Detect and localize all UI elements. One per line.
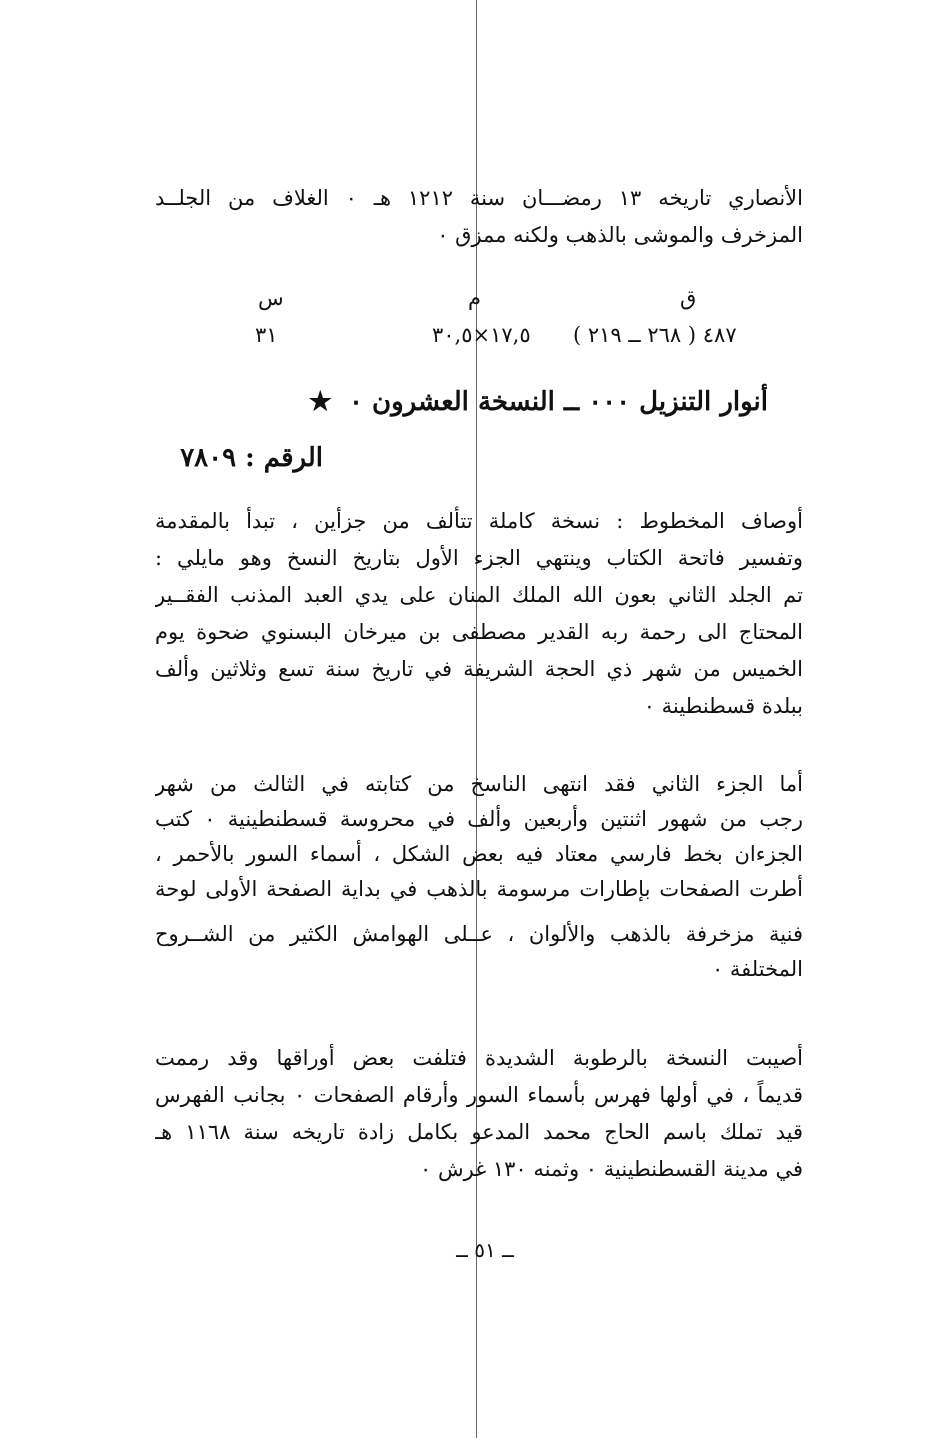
paragraph-line: وتفسير فاتحة الكتاب وينتهي الجزء الأول بتاريخ النسخ وهو مايلي :	[155, 546, 803, 570]
meta-label-s: س	[258, 286, 284, 310]
meta-label-m: م	[468, 286, 482, 310]
paragraph-line: ببلدة قسطنطينة ٠	[643, 694, 803, 718]
intro-paragraph	[155, 180, 803, 254]
paragraph-line: تم الجلد الثاني بعون الله الملك المنان على يدي العبد المذنب الفقــير	[155, 583, 803, 607]
paragraph-line: قيد تملك باسم الحاج محمد المدعو بكامل زادة تاريخه سنة ١١٦٨ هـ	[155, 1120, 803, 1144]
meta-value-q: ٤٨٧ ( ٢٦٨ ــ ٢١٩ )	[573, 323, 737, 347]
paragraph-line: أصيبت النسخة بالرطوبة الشديدة فتلفت بعض أوراقها وقد رممت	[155, 1046, 803, 1070]
second-part-paragraph	[155, 767, 803, 987]
intro-line: الأنصاري تاريخه ١٣ رمضـــان سنة ١٢١٢ هـ ٠ الغلاف من الجلــد	[155, 186, 803, 210]
meta-value-m: ١٧,٥×٣٠,٥	[432, 323, 531, 347]
condition-paragraph	[155, 1040, 803, 1188]
paragraph-line: أما الجزء الثاني فقد انتهى الناسخ من كتابته في الثالث من شهر	[155, 772, 803, 796]
paragraph-line: رجب من شهور اثنتين وأربعين وألف في محروسة قسطنطينية ٠ كتب	[155, 807, 803, 831]
meta-value-s: ٣١	[255, 323, 278, 347]
section-title-text: أنوار التنزيل ٠٠٠ ــ النسخة العشرون ٠	[349, 387, 768, 417]
paragraph-line: أطرت الصفحات بإطارات مرسومة بالذهب في بداية الصفحة الأولى لوحة	[155, 877, 803, 901]
record-number: الرقم : ٧٨٠٩	[180, 443, 323, 473]
paragraph-line: الخميس من شهر ذي الحجة الشريفة في تاريخ سنة تسع وثلاثين وألف	[155, 657, 803, 681]
description-paragraph	[155, 503, 803, 725]
section-title	[309, 382, 768, 422]
intro-line: المزخرف والموشى بالذهب ولكنه ممزق ٠	[437, 223, 803, 247]
star-icon: ★	[308, 387, 332, 417]
paragraph-line: المختلفة ٠	[711, 957, 803, 981]
meta-label-q: ق	[680, 286, 697, 310]
paragraph-line: فنية مزخرفة بالذهب والألوان ، عــلى الهوامش الكثير من الشــروح	[155, 922, 803, 946]
paragraph-line: الجزءان بخط فارسي معتاد فيه بعض الشكل ، أسماء السور بالأحمر ،	[155, 842, 803, 866]
paragraph-line: قديماً ، في أولها فهرس بأسماء السور وأرقام الصفحات ٠ بجانب الفهرس	[155, 1083, 803, 1107]
paragraph-line: المحتاج الى رحمة ربه القدير مصطفى بن ميرخان البسنوي ضحوة يوم	[155, 620, 803, 644]
paragraph-line: في مدينة القسطنطينية ٠ وثمنه ١٣٠ غرش ٠	[420, 1157, 803, 1181]
page-number: ــ ٥١ ــ	[456, 1238, 514, 1262]
paragraph-line: أوصاف المخطوط : نسخة كاملة تتألف من جزأين ، تبدأ بالمقدمة	[155, 509, 803, 533]
